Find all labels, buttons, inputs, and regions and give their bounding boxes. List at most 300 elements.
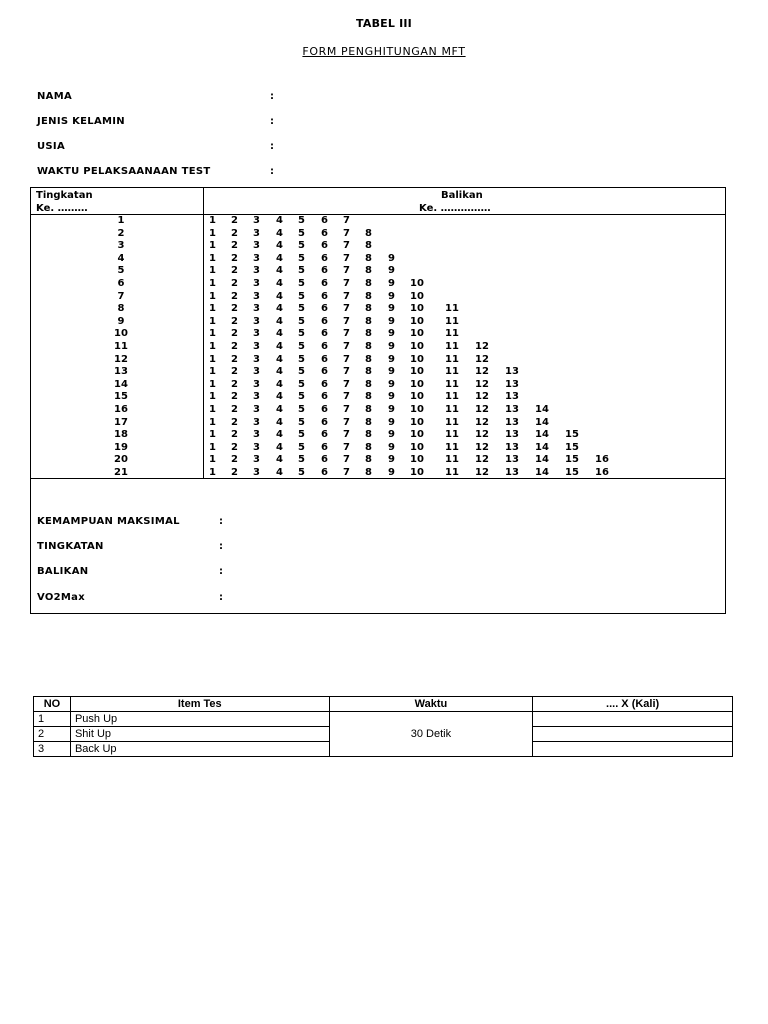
shuttle-number[interactable]: 3: [253, 303, 260, 315]
level-number: 18: [114, 429, 128, 441]
summary-label: TINGKATAN: [37, 541, 104, 552]
shuttle-number[interactable]: 3: [253, 366, 260, 378]
shuttle-number[interactable]: 9: [388, 341, 395, 352]
shuttle-number[interactable]: 15: [565, 454, 579, 466]
cell-kali-input[interactable]: [533, 742, 733, 757]
shuttle-number[interactable]: 5: [298, 341, 305, 352]
shuttle-number[interactable]: 3: [253, 290, 260, 302]
shuttle-number[interactable]: 8: [365, 227, 372, 239]
shuttle-number[interactable]: 5: [298, 378, 305, 390]
shuttle-number[interactable]: 7: [343, 353, 350, 365]
shuttle-number[interactable]: 2: [231, 252, 238, 264]
shuttle-number[interactable]: 10: [410, 278, 424, 289]
shuttle-number[interactable]: 8: [365, 441, 372, 453]
shuttle-number[interactable]: 13: [505, 404, 519, 415]
shuttle-number[interactable]: 5: [298, 454, 305, 466]
shuttle-number[interactable]: 10: [410, 378, 424, 390]
shuttle-number[interactable]: 4: [276, 378, 283, 390]
level-number: 20: [114, 454, 128, 466]
shuttle-number[interactable]: 3: [253, 441, 260, 453]
shuttle-number[interactable]: 4: [276, 366, 283, 378]
shuttle-number[interactable]: 1: [209, 391, 216, 403]
shuttle-number[interactable]: 4: [276, 252, 283, 264]
shuttle-number[interactable]: 6: [321, 252, 328, 264]
shuttle-number[interactable]: 7: [343, 441, 350, 453]
shuttle-number[interactable]: 7: [343, 303, 350, 315]
shuttle-number[interactable]: 11: [445, 353, 459, 365]
shuttle-number[interactable]: 8: [365, 303, 372, 315]
info-row-nama: [37, 91, 275, 102]
shuttle-number[interactable]: 6: [321, 215, 328, 226]
shuttle-number[interactable]: 5: [298, 290, 305, 302]
shuttle-number[interactable]: 7: [343, 454, 350, 466]
shuttle-number[interactable]: 7: [343, 366, 350, 378]
shuttle-number[interactable]: 12: [475, 341, 489, 352]
shuttle-number[interactable]: 13: [505, 378, 519, 390]
shuttle-number[interactable]: 1: [209, 441, 216, 453]
header-item-tes: Item Tes: [70, 697, 329, 712]
shuttle-number[interactable]: 9: [388, 290, 395, 302]
shuttle-number[interactable]: 11: [445, 416, 459, 428]
shuttle-number[interactable]: 3: [253, 265, 260, 277]
shuttle-number[interactable]: 10: [410, 429, 424, 441]
shuttle-number[interactable]: 5: [298, 467, 305, 478]
shuttle-number[interactable]: 13: [505, 366, 519, 378]
shuttle-number[interactable]: 1: [209, 215, 216, 226]
shuttle-number[interactable]: 4: [276, 353, 283, 365]
shuttle-number[interactable]: 8: [365, 240, 372, 252]
shuttle-number[interactable]: 3: [253, 227, 260, 239]
shuttle-number[interactable]: 9: [388, 429, 395, 441]
shuttle-number[interactable]: 5: [298, 227, 305, 239]
shuttle-number[interactable]: 3: [253, 467, 260, 478]
shuttle-number[interactable]: 1: [209, 416, 216, 428]
shuttle-number[interactable]: 5: [298, 404, 305, 415]
shuttle-number[interactable]: 9: [388, 441, 395, 453]
shuttle-number[interactable]: 6: [321, 328, 328, 340]
shuttle-number[interactable]: 2: [231, 441, 238, 453]
shuttle-number[interactable]: 4: [276, 467, 283, 478]
summary-colon: :: [219, 592, 224, 603]
col-header-balikan-ke: Ke. ……………: [419, 203, 491, 214]
shuttle-number[interactable]: 1: [209, 303, 216, 315]
shuttle-number[interactable]: 7: [343, 341, 350, 352]
shuttle-number[interactable]: 9: [388, 404, 395, 415]
shuttle-number[interactable]: 1: [209, 240, 216, 252]
shuttle-number[interactable]: 4: [276, 391, 283, 403]
shuttle-number[interactable]: 11: [445, 328, 459, 340]
shuttle-number[interactable]: 6: [321, 404, 328, 415]
shuttle-number[interactable]: 1: [209, 366, 216, 378]
shuttle-number[interactable]: 14: [535, 416, 549, 428]
shuttle-number[interactable]: 4: [276, 290, 283, 302]
shuttle-number[interactable]: 10: [410, 366, 424, 378]
shuttle-number[interactable]: 3: [253, 429, 260, 441]
shuttle-number[interactable]: 6: [321, 454, 328, 466]
shuttle-number[interactable]: 2: [231, 328, 238, 340]
shuttle-number[interactable]: 1: [209, 315, 216, 327]
shuttle-number[interactable]: 4: [276, 341, 283, 352]
shuttle-number[interactable]: 2: [231, 341, 238, 352]
shuttle-number[interactable]: 4: [276, 303, 283, 315]
shuttle-number[interactable]: 4: [276, 315, 283, 327]
shuttle-number[interactable]: 7: [343, 252, 350, 264]
shuttle-number[interactable]: 5: [298, 215, 305, 226]
summary-label: BALIKAN: [37, 566, 89, 577]
shuttle-number[interactable]: 11: [445, 303, 459, 315]
shuttle-number[interactable]: 2: [231, 315, 238, 327]
shuttle-number[interactable]: 4: [276, 240, 283, 252]
summary-tingkatan: [37, 541, 224, 552]
shuttle-number[interactable]: 10: [410, 303, 424, 315]
shuttle-number[interactable]: 5: [298, 278, 305, 289]
shuttle-number[interactable]: 1: [209, 378, 216, 390]
shuttle-number[interactable]: 7: [343, 404, 350, 415]
shuttle-number[interactable]: 5: [298, 353, 305, 365]
shuttle-number[interactable]: 9: [388, 391, 395, 403]
cell-item: Push Up: [70, 712, 329, 727]
shuttle-number[interactable]: 5: [298, 315, 305, 327]
shuttle-number[interactable]: 1: [209, 454, 216, 466]
shuttle-number[interactable]: 3: [253, 404, 260, 415]
shuttle-number[interactable]: 2: [231, 278, 238, 289]
shuttle-number[interactable]: 14: [535, 404, 549, 415]
shuttle-number[interactable]: 15: [565, 467, 579, 478]
column-divider: [203, 188, 204, 478]
shuttle-number[interactable]: 2: [231, 391, 238, 403]
level-number: 3: [117, 240, 125, 252]
shuttle-number[interactable]: 5: [298, 429, 305, 441]
shuttle-number[interactable]: 4: [276, 454, 283, 466]
shuttle-number[interactable]: 1: [209, 404, 216, 415]
shuttle-number[interactable]: 13: [505, 391, 519, 403]
shuttle-number[interactable]: 9: [388, 265, 395, 277]
shuttle-number[interactable]: 2: [231, 404, 238, 415]
shuttle-number[interactable]: 3: [253, 341, 260, 352]
shuttle-number[interactable]: 6: [321, 303, 328, 315]
shuttle-number[interactable]: 11: [445, 315, 459, 327]
shuttle-number[interactable]: 3: [253, 215, 260, 226]
shuttle-number[interactable]: 9: [388, 303, 395, 315]
shuttle-number[interactable]: 4: [276, 227, 283, 239]
shuttle-number[interactable]: 8: [365, 278, 372, 289]
summary-kemampuan: [37, 516, 224, 527]
shuttle-number[interactable]: 6: [321, 391, 328, 403]
shuttle-number[interactable]: 3: [253, 353, 260, 365]
shuttle-number[interactable]: 12: [475, 416, 489, 428]
shuttle-number[interactable]: 12: [475, 353, 489, 365]
shuttle-number[interactable]: 7: [343, 378, 350, 390]
info-colon: :: [270, 91, 275, 102]
shuttle-number[interactable]: 8: [365, 315, 372, 327]
shuttle-number[interactable]: 8: [365, 378, 372, 390]
shuttle-number[interactable]: 9: [388, 416, 395, 428]
shuttle-number[interactable]: 10: [410, 404, 424, 415]
shuttle-number[interactable]: 6: [321, 227, 328, 239]
shuttle-number[interactable]: 3: [253, 252, 260, 264]
shuttle-number[interactable]: 10: [410, 341, 424, 352]
level-number: 19: [114, 441, 128, 453]
shuttle-number[interactable]: 3: [253, 278, 260, 289]
level-number: 5: [117, 265, 125, 277]
shuttle-number[interactable]: 9: [388, 252, 395, 264]
shuttle-number[interactable]: 3: [253, 315, 260, 327]
shuttle-number[interactable]: 14: [535, 467, 549, 478]
items-table: [33, 696, 733, 757]
items-header-row: [34, 697, 733, 712]
shuttle-number[interactable]: 1: [209, 353, 216, 365]
shuttle-number[interactable]: 2: [231, 429, 238, 441]
shuttle-number[interactable]: 2: [231, 353, 238, 365]
cell-kali-input[interactable]: [533, 712, 733, 727]
shuttle-number[interactable]: 7: [343, 467, 350, 478]
cell-no: 3: [34, 742, 71, 757]
shuttle-number[interactable]: 4: [276, 215, 283, 226]
shuttle-number[interactable]: 11: [445, 467, 459, 478]
shuttle-number[interactable]: 7: [343, 429, 350, 441]
shuttle-number[interactable]: 9: [388, 315, 395, 327]
shuttle-number[interactable]: 10: [410, 315, 424, 327]
shuttle-number[interactable]: 15: [565, 429, 579, 441]
shuttle-number[interactable]: 1: [209, 341, 216, 352]
shuttle-number[interactable]: 6: [321, 341, 328, 352]
shuttle-number[interactable]: 7: [343, 290, 350, 302]
shuttle-number[interactable]: 10: [410, 328, 424, 340]
shuttle-number[interactable]: 6: [321, 265, 328, 277]
shuttle-number[interactable]: 4: [276, 441, 283, 453]
shuttle-number[interactable]: 6: [321, 467, 328, 478]
shuttle-number[interactable]: 3: [253, 328, 260, 340]
shuttle-number[interactable]: 7: [343, 328, 350, 340]
shuttle-number[interactable]: 4: [276, 429, 283, 441]
shuttle-number[interactable]: 2: [231, 227, 238, 239]
shuttle-number[interactable]: 6: [321, 366, 328, 378]
level-number: 10: [114, 328, 128, 340]
shuttle-number[interactable]: 6: [321, 416, 328, 428]
shuttle-number[interactable]: 8: [365, 366, 372, 378]
header-waktu: Waktu: [329, 697, 533, 712]
shuttle-number[interactable]: 9: [388, 353, 395, 365]
info-label: NAMA: [37, 91, 72, 102]
shuttle-number[interactable]: 3: [253, 240, 260, 252]
shuttle-number[interactable]: 6: [321, 378, 328, 390]
shuttle-number[interactable]: 6: [321, 353, 328, 365]
shuttle-number[interactable]: 2: [231, 454, 238, 466]
shuttle-number[interactable]: 11: [445, 378, 459, 390]
shuttle-number[interactable]: 3: [253, 416, 260, 428]
shuttle-number[interactable]: 5: [298, 391, 305, 403]
shuttle-number[interactable]: 1: [209, 227, 216, 239]
shuttle-number[interactable]: 1: [209, 265, 216, 277]
shuttle-number[interactable]: 2: [231, 303, 238, 315]
shuttle-number[interactable]: 8: [365, 467, 372, 478]
shuttle-number[interactable]: 14: [535, 429, 549, 441]
shuttle-number[interactable]: 2: [231, 366, 238, 378]
summary-balikan: [37, 566, 224, 577]
summary-vo2max: [37, 592, 224, 603]
shuttle-number[interactable]: 11: [445, 441, 459, 453]
shuttle-number[interactable]: 9: [388, 328, 395, 340]
shuttle-number[interactable]: 11: [445, 429, 459, 441]
shuttle-number[interactable]: 8: [365, 454, 372, 466]
info-colon: :: [270, 166, 275, 177]
shuttle-number[interactable]: 6: [321, 240, 328, 252]
shuttle-number[interactable]: 16: [595, 454, 609, 466]
info-row-jenis-kelamin: [37, 116, 275, 127]
shuttle-number[interactable]: 7: [343, 215, 350, 226]
shuttle-number[interactable]: 5: [298, 366, 305, 378]
shuttle-number[interactable]: 12: [475, 467, 489, 478]
shuttle-number[interactable]: 11: [445, 366, 459, 378]
level-number: 9: [117, 315, 125, 327]
shuttle-number[interactable]: 10: [410, 391, 424, 403]
shuttle-number[interactable]: 4: [276, 404, 283, 415]
summary-label: KEMAMPUAN MAKSIMAL: [37, 516, 180, 527]
shuttle-number[interactable]: 3: [253, 454, 260, 466]
shuttle-number[interactable]: 8: [365, 416, 372, 428]
shuttle-number[interactable]: 1: [209, 429, 216, 441]
level-number: 7: [117, 290, 125, 302]
shuttle-number[interactable]: 8: [365, 404, 372, 415]
mft-box: [30, 187, 726, 614]
shuttle-number[interactable]: 5: [298, 240, 305, 252]
shuttle-number[interactable]: 6: [321, 441, 328, 453]
shuttle-number[interactable]: 12: [475, 454, 489, 466]
shuttle-number[interactable]: 2: [231, 416, 238, 428]
shuttle-number[interactable]: 4: [276, 416, 283, 428]
shuttle-number[interactable]: 10: [410, 441, 424, 453]
level-number: 17: [114, 416, 128, 428]
info-label: JENIS KELAMIN: [37, 116, 125, 127]
shuttle-number[interactable]: 8: [365, 353, 372, 365]
level-number: 2: [117, 227, 125, 239]
shuttle-number[interactable]: 8: [365, 341, 372, 352]
shuttle-number[interactable]: 12: [475, 391, 489, 403]
shuttle-number[interactable]: 8: [365, 265, 372, 277]
shuttle-number[interactable]: 7: [343, 227, 350, 239]
shuttle-number[interactable]: 11: [445, 454, 459, 466]
form-subtitle: FORM PENGHITUNGAN MFT: [302, 45, 466, 58]
shuttle-number[interactable]: 1: [209, 290, 216, 302]
info-label: USIA: [37, 141, 65, 152]
info-colon: :: [270, 141, 275, 152]
shuttle-number[interactable]: 9: [388, 366, 395, 378]
shuttle-number[interactable]: 10: [410, 353, 424, 365]
shuttle-number[interactable]: 9: [388, 467, 395, 478]
shuttle-number[interactable]: 10: [410, 416, 424, 428]
shuttle-number[interactable]: 1: [209, 328, 216, 340]
shuttle-number[interactable]: 8: [365, 429, 372, 441]
shuttle-number[interactable]: 13: [505, 429, 519, 441]
shuttle-number[interactable]: 8: [365, 391, 372, 403]
level-number: 1: [117, 215, 125, 226]
shuttle-number[interactable]: 8: [365, 290, 372, 302]
level-number: 4: [117, 252, 125, 264]
shuttle-number[interactable]: 7: [343, 315, 350, 327]
cell-kali-input[interactable]: [533, 727, 733, 742]
shuttle-number[interactable]: 7: [343, 278, 350, 289]
shuttle-number[interactable]: 7: [343, 265, 350, 277]
level-number: 21: [114, 467, 128, 478]
shuttle-number[interactable]: 6: [321, 315, 328, 327]
info-row-waktu: [37, 166, 275, 177]
info-colon: :: [270, 116, 275, 127]
shuttle-number[interactable]: 13: [505, 467, 519, 478]
shuttle-number[interactable]: 5: [298, 265, 305, 277]
shuttle-number[interactable]: 10: [410, 467, 424, 478]
shuttle-number[interactable]: 4: [276, 328, 283, 340]
shuttle-number[interactable]: 3: [253, 378, 260, 390]
shuttle-number[interactable]: 2: [231, 240, 238, 252]
shuttle-number[interactable]: 13: [505, 454, 519, 466]
summary-colon: :: [219, 566, 224, 577]
shuttle-number[interactable]: 9: [388, 378, 395, 390]
shuttle-number[interactable]: 1: [209, 252, 216, 264]
shuttle-number[interactable]: 1: [209, 467, 216, 478]
shuttle-number[interactable]: 5: [298, 303, 305, 315]
shuttle-number[interactable]: 11: [445, 341, 459, 352]
cell-item: Shit Up: [70, 727, 329, 742]
shuttle-number[interactable]: 9: [388, 454, 395, 466]
shuttle-number[interactable]: 7: [343, 240, 350, 252]
cell-item: Back Up: [70, 742, 329, 757]
document-title: TABEL III: [356, 17, 412, 30]
level-number: 6: [117, 278, 125, 289]
shuttle-number[interactable]: 5: [298, 252, 305, 264]
shuttle-number[interactable]: 10: [410, 290, 424, 302]
shuttle-number[interactable]: 6: [321, 278, 328, 289]
shuttle-number[interactable]: 7: [343, 416, 350, 428]
shuttle-number[interactable]: 2: [231, 215, 238, 226]
shuttle-number[interactable]: 13: [505, 441, 519, 453]
col-header-balikan: Balikan: [441, 190, 483, 201]
shuttle-number[interactable]: 5: [298, 416, 305, 428]
shuttle-number[interactable]: 5: [298, 441, 305, 453]
shuttle-number[interactable]: 2: [231, 467, 238, 478]
shuttle-number[interactable]: 14: [535, 441, 549, 453]
shuttle-number[interactable]: 8: [365, 252, 372, 264]
shuttle-number[interactable]: 10: [410, 454, 424, 466]
shuttle-number[interactable]: 6: [321, 429, 328, 441]
shuttle-number[interactable]: 11: [445, 391, 459, 403]
shuttle-number[interactable]: 12: [475, 441, 489, 453]
shuttle-number[interactable]: 8: [365, 328, 372, 340]
shuttle-number[interactable]: 2: [231, 378, 238, 390]
shuttle-number[interactable]: 1: [209, 278, 216, 289]
shuttle-number[interactable]: 12: [475, 366, 489, 378]
shuttle-number[interactable]: 2: [231, 265, 238, 277]
level-number: 16: [114, 404, 128, 415]
header-kali: .... X (Kali): [533, 697, 733, 712]
shuttle-number[interactable]: 3: [253, 391, 260, 403]
shuttle-number[interactable]: 12: [475, 404, 489, 415]
shuttle-number[interactable]: 2: [231, 290, 238, 302]
shuttle-number[interactable]: 11: [445, 404, 459, 415]
shuttle-number[interactable]: 9: [388, 278, 395, 289]
shuttle-number[interactable]: 15: [565, 441, 579, 453]
shuttle-number[interactable]: 12: [475, 378, 489, 390]
shuttle-number[interactable]: 4: [276, 278, 283, 289]
cell-waktu: 30 Detik: [329, 712, 533, 757]
shuttle-number[interactable]: 4: [276, 265, 283, 277]
shuttle-number[interactable]: 5: [298, 328, 305, 340]
shuttle-number[interactable]: 7: [343, 391, 350, 403]
shuttle-number[interactable]: 16: [595, 467, 609, 478]
shuttle-number[interactable]: 13: [505, 416, 519, 428]
shuttle-number[interactable]: 6: [321, 290, 328, 302]
shuttle-number[interactable]: 14: [535, 454, 549, 466]
shuttle-number[interactable]: 12: [475, 429, 489, 441]
